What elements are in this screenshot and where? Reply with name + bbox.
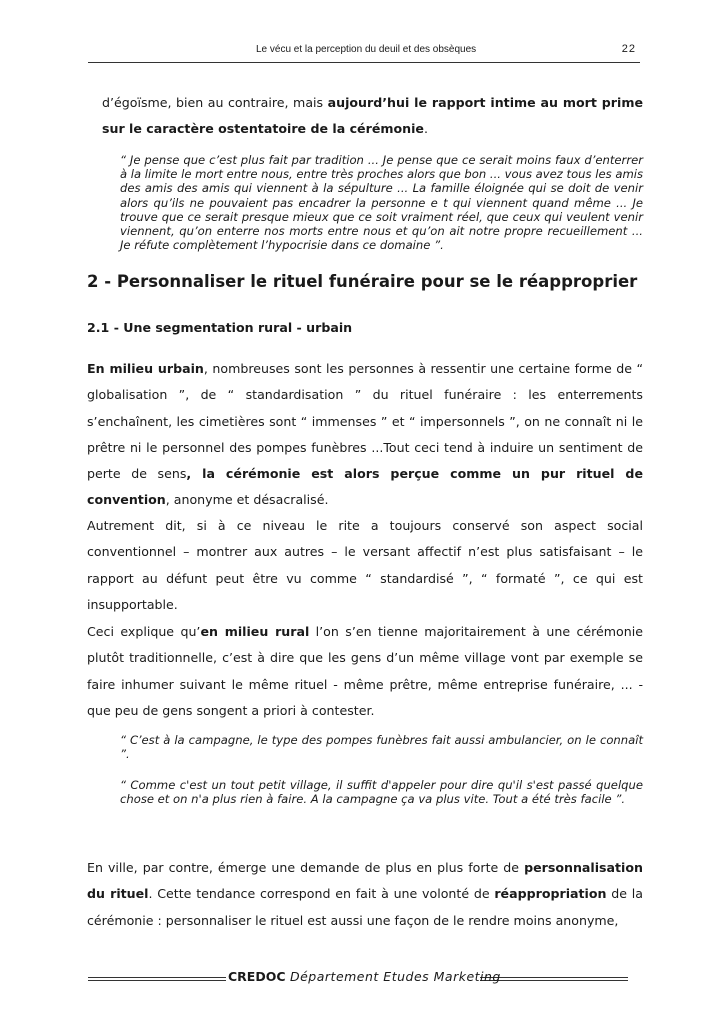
footer-rule-left-top — [88, 977, 226, 978]
para4-text-2: . Cette tendance correspond en fait à une volonté de — [148, 886, 495, 902]
page-header — [88, 40, 640, 63]
header-title: Le vécu et la perception du deuil et des obsèques — [256, 44, 477, 55]
quote-tradition: “ Je pense que c’est plus fait par tradition ... Je pense que ce serait moins faux d’enterrer à la limite le mort entre nous, entre très proches alors que bon ... vous avez tous les amis des amis des amis qui viennent à la sépulture ... La famille éloignée qui se doit de venir alors qu’ils ne pouvaient pas encadrer la personne e t qui viennent quand même ... Je trouve que ce serait presque mieux que ce soit vraiment réel, que ceux qui veulent venir viennent, qu’on enterre nos morts entre nous et qu’on ait notre propre recueillement ... Je réfute complètement l’hypocrisie dans ce domaine ”. — [120, 153, 643, 253]
subsection-title: 2.1 - Une segmentation rural - urbain — [87, 320, 353, 335]
footer-rule-right-top — [480, 977, 628, 978]
para3-text-1: Ceci explique qu’ — [87, 624, 201, 639]
paragraph-city — [87, 855, 643, 934]
para1-text-2: , anonyme et désacralisé. — [165, 492, 329, 508]
section-title: 2 - Personnaliser le rituel funéraire pour se le réapproprier — [87, 272, 638, 291]
para4-bold-2: réappropriation — [494, 886, 607, 902]
intro-text-1: d’égoïsme, bien au contraire, mais — [102, 95, 328, 110]
paragraph-urban — [87, 356, 643, 514]
para4-text-3: de la cérémonie : personnaliser le rituel est aussi une façon de le rendre moins anonyme, — [87, 886, 643, 928]
page-number: 22 — [621, 43, 636, 55]
para3-bold-1: en milieu rural — [200, 624, 310, 639]
para4-text-1: En ville, par contre, émerge une demande de plus en plus forte de — [87, 860, 525, 875]
paragraph-rural — [87, 619, 643, 724]
quote-village: “ Comme c'est un tout petit village, il suffit d'appeler pour dire qu'il s'est passé quelque chose et on n'a plus rien à faire. A la campagne ça va plus vite. Tout a été très facile ”. — [120, 778, 643, 807]
intro-bold-1: aujourd’hui le rapport intime au mort prime sur le caractère ostentatoire de la cérémonie — [102, 95, 644, 137]
intro-text-2: . — [423, 121, 428, 137]
footer-rule-right-bottom — [480, 980, 628, 981]
para1-bold-1: En milieu urbain — [87, 361, 204, 376]
quote-campagne: “ C’est à la campagne, le type des pompes funèbres fait aussi ambulancier, on le connaît ”. — [120, 733, 643, 762]
footer-brand: CREDOC — [228, 969, 286, 984]
page-footer — [88, 968, 628, 988]
para4-bold-1: personnalisation du rituel — [87, 860, 643, 902]
footer-department: Département Etudes Marketing — [285, 969, 501, 984]
footer-rule-left-bottom — [88, 980, 226, 981]
footer-text — [228, 969, 501, 984]
intro-paragraph — [102, 90, 643, 143]
para3-text-2: l’on s’en tienne majoritairement à une cérémonie plutôt traditionnelle, c’est à dire que les gens d’un même village vont par exemple se faire inhumer suivant le même rituel - même prêtre, même entreprise funéraire, ... - que peu de gens songent a priori à contester. — [87, 624, 643, 718]
para1-bold-2: , la cérémonie est alors perçue comme un pur rituel de convention — [87, 466, 643, 508]
paragraph-otherwise: Autrement dit, si à ce niveau le rite a toujours conservé son aspect social conventionnel – montrer aux autres – le versant affectif n’est plus satisfaisant – le rapport au défunt peut être vu comme “ standardisé ”, “ formaté ”, ce qui est insupportable. — [87, 518, 643, 612]
para1-text-1: , nombreuses sont les personnes à ressentir une certaine forme de “ globalisation ”, de “ standardisation ” du rituel funéraire : les enterrements s’enchaînent, les cimetières sont “ immenses ” et “ impersonnels ”, on ne connaît ni le prêtre ni le personnel des pompes funèbres ...Tout ceci tend à induire un sentiment de perte de sens — [87, 361, 643, 482]
